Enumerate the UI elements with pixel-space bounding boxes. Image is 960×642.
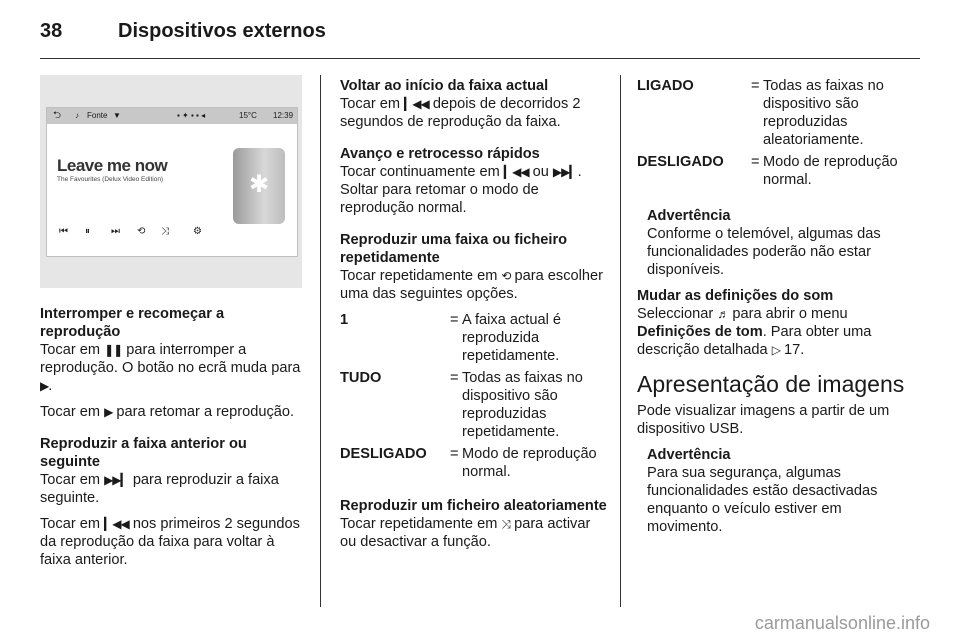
sound-settings-icon: ♬ xyxy=(717,307,729,321)
column-1 xyxy=(40,305,308,577)
infotainment-screen-illustration xyxy=(40,75,302,288)
heading-sound: Mudar as definições do som xyxy=(637,288,834,304)
music-note-icon: ♪ xyxy=(75,111,79,120)
header-rule xyxy=(40,58,920,59)
pause-icon: ❚❚ xyxy=(104,343,123,357)
screen-shuffle-icon: ⤨ xyxy=(161,226,169,237)
heading-fast-forward: Avanço e retrocesso rápidos xyxy=(340,146,540,162)
table-row: TUDO = Todas as faixas no dispositivo são reproduzidas repetidamente. xyxy=(340,370,583,440)
heading-images: Apresentação de imagens xyxy=(637,371,905,397)
next-track-icon: ▶▶▎ xyxy=(104,473,129,487)
column-divider-2 xyxy=(620,75,621,607)
section-repeat: Reproduzir uma faixa ou ficheiro repetidamente Tocar repetidamente em ⟲ para escolher uma das seguintes opções. xyxy=(340,232,603,302)
notice-phone: Advertência Conforme o telemóvel, algumas das funcionalidades poderão não estar disponíveis. xyxy=(647,208,881,278)
notice-safety: Advertência Para sua segurança, algumas funcionalidades estão desactivadas enquanto o veículo estiver em movimento. xyxy=(647,447,878,535)
section-shuffle: Reproduzir um ficheiro aleatoriamente Tocar repetidamente em ⤨ para activar ou desactivar a função. xyxy=(340,498,607,550)
para-resume: Tocar em ▶ para retomar a reprodução. xyxy=(40,404,295,420)
heading-shuffle: Reproduzir um ficheiro aleatoriamente xyxy=(340,498,607,514)
screen-sound-settings-icon: ⚙ xyxy=(193,226,202,237)
dropdown-arrow-icon: ▼ xyxy=(113,111,121,120)
screen-prev-icon: ⏮ xyxy=(59,226,68,237)
screen-track-title: Leave me now xyxy=(57,156,168,175)
screen-temperature: 15°C xyxy=(239,111,257,120)
notice-title: Advertência xyxy=(647,208,731,224)
heading-pause: Interromper e recomeçar a reprodução xyxy=(40,306,225,340)
page-title: Dispositivos externos xyxy=(118,20,326,42)
prev-track-icon: ▎◀◀ xyxy=(104,517,129,531)
section-fast-forward: Avanço e retrocesso rápidos Tocar continuamente em ▎◀◀ ou ▶▶▎. Soltar para retomar o modo de reprodução normal. xyxy=(340,146,582,216)
para-images: Pode visualizar imagens a partir de um dispositivo USB. xyxy=(637,403,890,437)
watermark: carmanualsonline.info xyxy=(754,613,930,633)
table-row: DESLIGADO = Modo de reprodução normal. xyxy=(340,446,597,480)
section-next-prev: Reproduzir a faixa anterior ou seguinte Tocar em ▶▶▎ para reproduzir a faixa seguinte. xyxy=(40,436,279,506)
screen-pause-icon: ⏸ xyxy=(85,226,90,237)
screen-status-bar xyxy=(47,108,297,124)
screen-source-label: Fonte xyxy=(87,111,108,120)
section-pause: Interromper e recomeçar a reprodução Tocar em ❚❚ para interromper a reprodução. O botão no ecrã muda para ▶. xyxy=(40,306,301,394)
notice-title: Advertência xyxy=(647,447,731,463)
page-number: 38 xyxy=(40,20,63,42)
repeat-options-table xyxy=(340,311,608,485)
screen-clock: 12:39 xyxy=(273,111,294,120)
play-icon: ▶ xyxy=(40,379,49,393)
screen-display xyxy=(46,107,298,257)
screen-repeat-icon: ⟲ xyxy=(137,226,146,237)
heading-repeat: Reproduzir uma faixa ou ficheiro repetidamente xyxy=(340,232,568,266)
section-sound: Mudar as definições do som Seleccionar ♬ para abrir o menu Definições de tom. Para obter uma descrição detalhada ▷ 17. xyxy=(637,288,872,358)
column-3 xyxy=(637,77,905,544)
column-divider-1 xyxy=(320,75,321,607)
shuffle-icon: ⤨ xyxy=(501,517,511,531)
screen-album: The Favourites (Delux Video Edition) xyxy=(57,176,164,183)
status-icons: ▪ ✦ ▪ ▪ ◂ xyxy=(177,111,206,120)
heading-next-prev: Reproduzir a faixa anterior ou seguinte xyxy=(40,436,247,470)
prev-track-icon: ▎◀◀ xyxy=(503,165,529,179)
column-2 xyxy=(340,77,608,559)
back-icon: ⮌ xyxy=(53,110,62,121)
table-row: 1 = A faixa actual é reproduzida repetidamente. xyxy=(340,312,561,364)
play-icon: ▶ xyxy=(104,405,113,419)
page-header xyxy=(40,20,920,46)
page-ref: 17 xyxy=(783,342,801,358)
prev-track-icon: ▎◀◀ xyxy=(404,97,429,111)
shuffle-options-table xyxy=(637,77,905,193)
page-ref-icon: ▷ xyxy=(771,343,780,357)
table-row: LIGADO = Todas as faixas no dispositivo são reproduzidas aleatoriamente. xyxy=(637,78,884,148)
next-track-icon: ▶▶▎ xyxy=(552,165,578,179)
bluetooth-icon: ✱ xyxy=(249,171,270,198)
table-row: DESLIGADO = Modo de reprodução normal. xyxy=(637,154,898,188)
para-prev: Tocar em ▎◀◀ nos primeiros 2 segundos da reprodução da faixa para voltar à faixa anterior. xyxy=(40,516,300,568)
repeat-icon: ⟲ xyxy=(501,269,511,283)
heading-restart: Voltar ao início da faixa actual xyxy=(340,78,549,94)
screen-next-icon: ⏭ xyxy=(111,226,120,237)
phone-bluetooth-graphic xyxy=(233,148,285,224)
section-restart: Voltar ao início da faixa actual Tocar em ▎◀◀ depois de decorridos 2 segundos de reprodução da faixa. xyxy=(340,78,581,130)
